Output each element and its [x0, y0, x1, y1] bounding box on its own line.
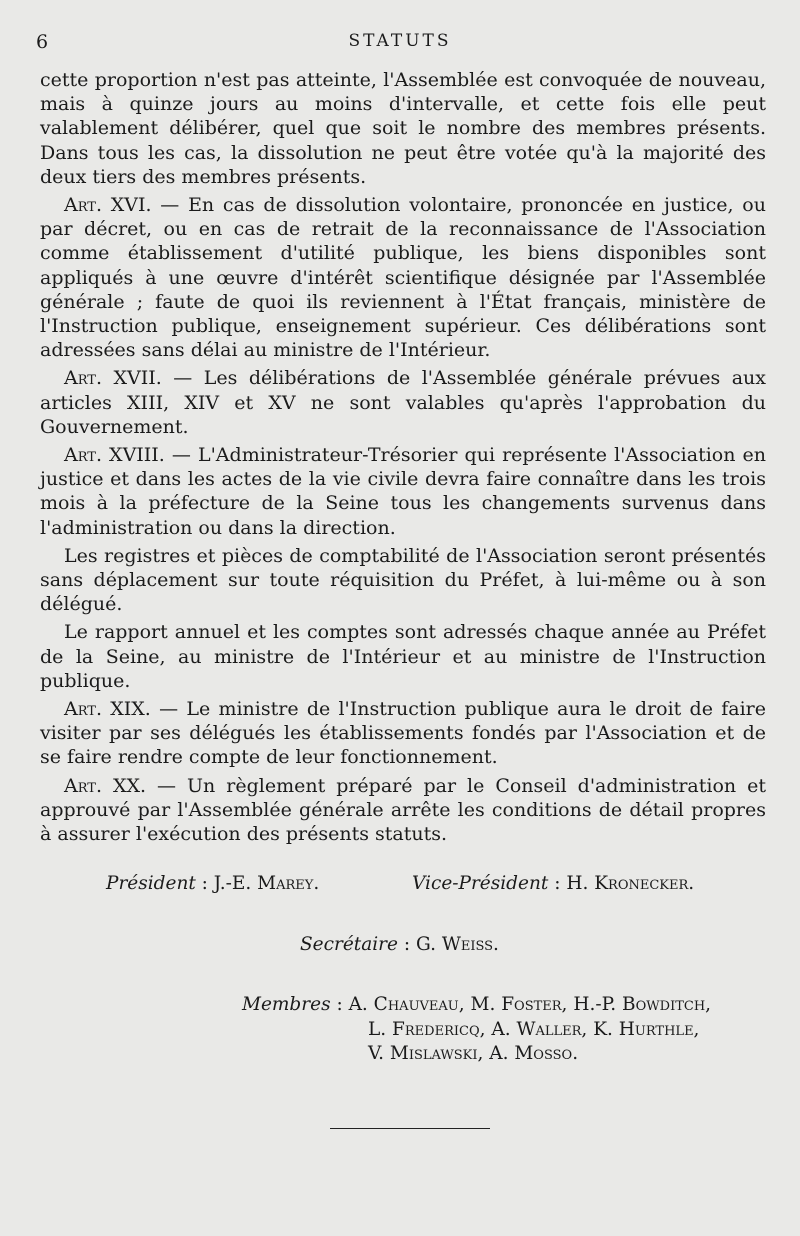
end-rule — [330, 1128, 490, 1129]
article-18: Art. XVIII. — L'Administrateur-Trésorier qui représente l'Association en justice et dans les actes de la vie civile devra faire connaître dans les trois mois à la préfecture de la Seine tous les changements survenus dans l'administration ou dans la direction. — [40, 444, 766, 539]
secretary-signature: Secrétaire : G. Weiss. — [300, 934, 499, 955]
article-20: Art. XX. — Un règlement préparé par le Conseil d'administration et approuvé par l'Assemblée générale arrête les conditions de détail propres à assurer l'exécution des présents statuts. — [40, 774, 766, 846]
vice-president-signature: Vice-Président : H. Kronecker. — [412, 873, 695, 894]
members-line: V. Mislawski, A. Mosso. — [368, 1043, 579, 1064]
paragraph: cette proportion n'est pas atteinte, l'Assemblée est convoquée de nouveau, mais à quinze jours au moins d'intervalle, et cette fois elle peut valablement délibérer, quel que soit le nombre des membres présents. Dans tous les cas, la dissolution ne peut être votée qu'à la majorité des deux tiers des membres présents. — [40, 69, 766, 188]
article-16: Art. XVI. — En cas de dissolution volontaire, prononcée en justice, ou par décret, ou en cas de retrait de la reconnaissance de l'Association comme établissement d'utilité publique, les biens disponibles sont appliqués à une œuvre d'intérêt scientifique désignée par l'Assemblée générale ; faute de quoi ils reviennent à l'État français, ministère de l'Instruction publique, enseignement supérieur. Ces délibérations sont adressées sans délai au ministre de l'Intérieur. — [40, 194, 766, 362]
article-17: Art. XVII. — Les délibérations de l'Assemblée générale prévues aux articles XIII, XIV et XV ne sont valables qu'après l'approbation du Gouvernement. — [40, 367, 766, 438]
paragraph: Le rapport annuel et les comptes sont adressés chaque année au Préfet de la Seine, au ministre de l'Intérieur et au ministre de l'Instruction publique. — [40, 621, 766, 692]
statute-text — [40, 68, 766, 850]
members-line: L. Fredericq, A. Waller, K. Hurthle, — [368, 1019, 700, 1040]
paragraph: Les registres et pièces de comptabilité de l'Association seront présentés sans déplacement sur toute réquisition du Préfet, à lui-même ou à son délégué. — [40, 544, 766, 616]
article-19: Art. XIX. — Le ministre de l'Instruction publique aura le droit de faire visiter par ses délégués les établissements fondés par l'Association et de se faire rendre compte de leur fonctionnement. — [40, 698, 766, 769]
president-signature: Président : J.-E. Marey. — [106, 873, 320, 894]
members-signature: Membres : A. Chauveau, M. Foster, H.-P. Bowditch, — [242, 994, 712, 1015]
running-title: STATUTS — [348, 31, 452, 51]
page-number: 6 — [36, 31, 49, 53]
